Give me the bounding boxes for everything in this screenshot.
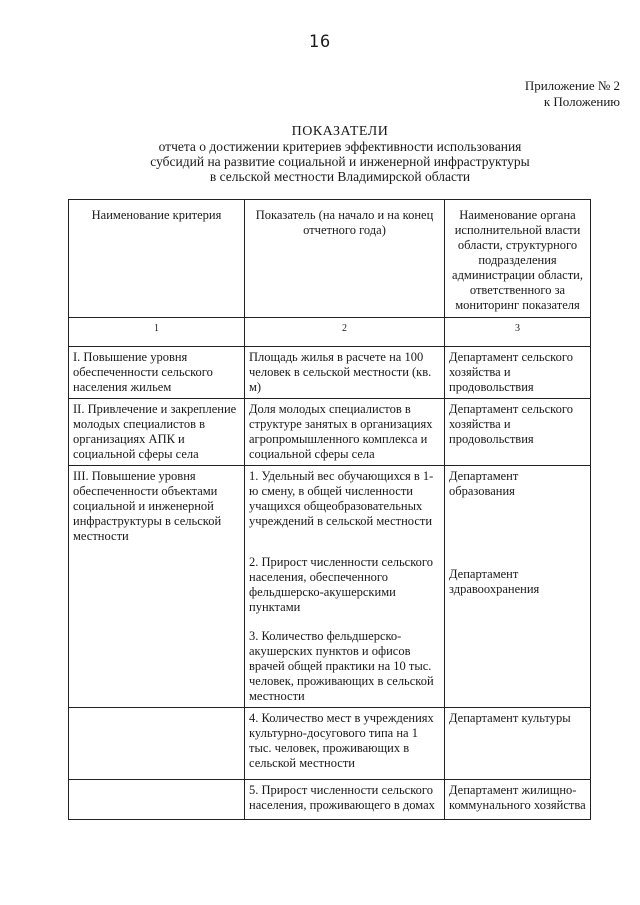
department-item: Департамент здравоохранения (449, 567, 540, 596)
table-header-row (69, 200, 591, 318)
department-item: Департамент образования (449, 469, 519, 498)
column-number-1: 1 (69, 318, 245, 347)
criterion-cell: I. Повышение уровня обеспеченности сельского населения жильем (69, 347, 245, 399)
appendix-line-2: к Положению (543, 94, 620, 109)
criterion-cell (69, 780, 245, 820)
column-number-3: 3 (445, 318, 591, 347)
header-criterion: Наименование критерия (69, 200, 245, 318)
header-department: Наименование органа исполнительной власти области, структурного подразделения администрации области, ответственного за мониторинг показателя (445, 200, 591, 318)
indicator-cell: 4. Количество мест в учреждениях культурно-досугового типа на 1 тыс. человек, проживающих в сельской местности (245, 708, 445, 780)
department-cell: Департамент сельского хозяйства и продовольствия (445, 399, 591, 466)
table-row (69, 466, 591, 708)
table-row (69, 399, 591, 466)
criterion-cell (69, 708, 245, 780)
department-cell: Департамент культуры (445, 708, 591, 780)
header-indicator: Показатель (на начало и на конец отчетного года) (245, 200, 445, 318)
department-cell (445, 466, 591, 708)
column-number-row (69, 318, 591, 347)
indicator-item: 1. Удельный вес обучающихся в 1-ю смену, в общей численности учащихся общеобразовательных учреждений в сельской местности (249, 469, 434, 528)
table-row (69, 780, 591, 820)
appendix-line-1: Приложение № 2 (524, 78, 620, 93)
title-main: ПОКАЗАТЕЛИ (291, 124, 389, 139)
title-line-1: отчета о достижении критериев эффективности использования (158, 139, 522, 154)
criterion-cell: II. Привлечение и закрепление молодых специалистов в организациях АПК и социальной сферы села (69, 399, 245, 466)
indicator-cell: 5. Прирост численности сельского населения, проживающего в домах (245, 780, 445, 820)
indicator-cell: Площадь жилья в расчете на 100 человек в сельской местности (кв. м) (245, 347, 445, 399)
criterion-cell: III. Повышение уровня обеспеченности объектами социальной и инженерной инфраструктуры в сельской местности (69, 466, 245, 708)
indicator-item: 3. Количество фельдшерско-акушерских пунктов и офисов врачей общей практики на 10 тыс. человек, проживающих в сельской местности (249, 629, 434, 703)
page-number: 16 (308, 32, 332, 52)
indicator-cell: Доля молодых специалистов в структуре занятых в организациях агропромышленного комплекса и социальной сферы села (245, 399, 445, 466)
department-cell: Департамент сельского хозяйства и продовольствия (445, 347, 591, 399)
criteria-table (68, 199, 591, 820)
title-line-2: субсидий на развитие социальной и инженерной инфраструктуры (150, 154, 530, 169)
table-row (69, 708, 591, 780)
indicator-item: 2. Прирост численности сельского населения, обеспеченного фельдшерско-акушерскими пунктами (249, 555, 433, 614)
column-number-2: 2 (245, 318, 445, 347)
indicator-cell (245, 466, 445, 708)
appendix-reference (525, 78, 620, 110)
title-line-3: в сельской местности Владимирской области (209, 169, 471, 184)
department-cell: Департамент жилищно-коммунального хозяйства (445, 780, 591, 820)
document-title (0, 124, 640, 184)
table-row (69, 347, 591, 399)
